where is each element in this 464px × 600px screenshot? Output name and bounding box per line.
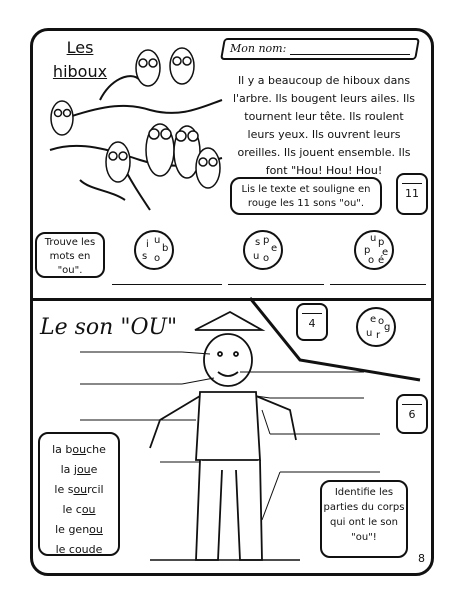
story-line: tournent leur tête. Ils roulent <box>244 110 404 123</box>
scarecrow-illustration <box>150 312 300 560</box>
letter: p <box>378 237 385 248</box>
score-blank <box>402 183 422 184</box>
letter: b <box>162 243 169 254</box>
story-line: leurs yeux. Ils ouvrent leurs <box>247 128 401 141</box>
name-label: Mon nom: <box>230 42 287 55</box>
find-words-instruction: Trouve les mots en "ou". <box>35 232 105 278</box>
score-total: 11 <box>405 187 419 200</box>
scrambled-letters-1 <box>134 230 174 270</box>
scrambled-letters-3 <box>354 230 394 270</box>
score-total: 6 <box>408 408 416 421</box>
score-blank <box>402 404 422 405</box>
worksheet-title: Les hiboux <box>52 38 108 81</box>
answer-line <box>228 284 324 285</box>
letter: g <box>384 322 391 333</box>
letter: s <box>255 237 261 248</box>
story-line: Il y a beaucoup de hiboux dans <box>237 74 411 87</box>
story-line: oreilles. Ils jouent ensemble. Ils <box>237 146 411 159</box>
letter: e <box>271 243 278 254</box>
score-box-11 <box>396 173 428 215</box>
letter: i <box>146 239 149 250</box>
body-word: le genou <box>55 523 103 536</box>
underline-instruction: Lis le texte et souligne en rouge les 11 sons "ou". <box>230 177 382 215</box>
letter: u <box>370 233 377 244</box>
page-number: 8 <box>418 552 425 565</box>
scrambled-letters-2 <box>243 230 283 270</box>
letter: u <box>154 235 161 246</box>
identify-instruction: Identifie les parties du corps qui ont le son "ou"! <box>320 480 408 558</box>
letter: p <box>364 245 371 256</box>
score-box-6 <box>396 394 428 434</box>
name-write-line <box>290 54 410 55</box>
story-text <box>226 72 422 180</box>
letter: e <box>370 314 377 325</box>
body-word: le sourcil <box>54 483 104 496</box>
letter: o <box>378 316 385 327</box>
letter: u <box>366 328 373 339</box>
body-word: la bouche <box>52 443 106 456</box>
story-line: font "Hou! Hou! Hou! <box>265 164 383 177</box>
body-word: le cou <box>62 503 96 516</box>
letter: p <box>263 235 270 246</box>
body-words-list <box>38 432 120 556</box>
answer-line <box>330 284 426 285</box>
letter: o <box>154 253 161 264</box>
story-line: l'arbre. Ils bougent leurs ailes. Ils <box>232 92 416 105</box>
section-title: Le son "OU" <box>40 315 178 340</box>
scrambled-letters-4 <box>356 307 396 347</box>
body-word: la joue <box>60 463 98 476</box>
score-box-4 <box>296 303 328 341</box>
letter: e <box>382 247 389 258</box>
score-blank <box>302 313 322 314</box>
letter: o <box>368 255 375 266</box>
letter: s <box>142 251 148 262</box>
letter: r <box>376 330 381 341</box>
letter: u <box>253 251 260 262</box>
letter: o <box>263 253 270 264</box>
answer-line <box>112 284 222 285</box>
score-total: 4 <box>308 317 316 330</box>
letter: é <box>378 255 385 266</box>
body-word: le coude <box>55 543 103 556</box>
